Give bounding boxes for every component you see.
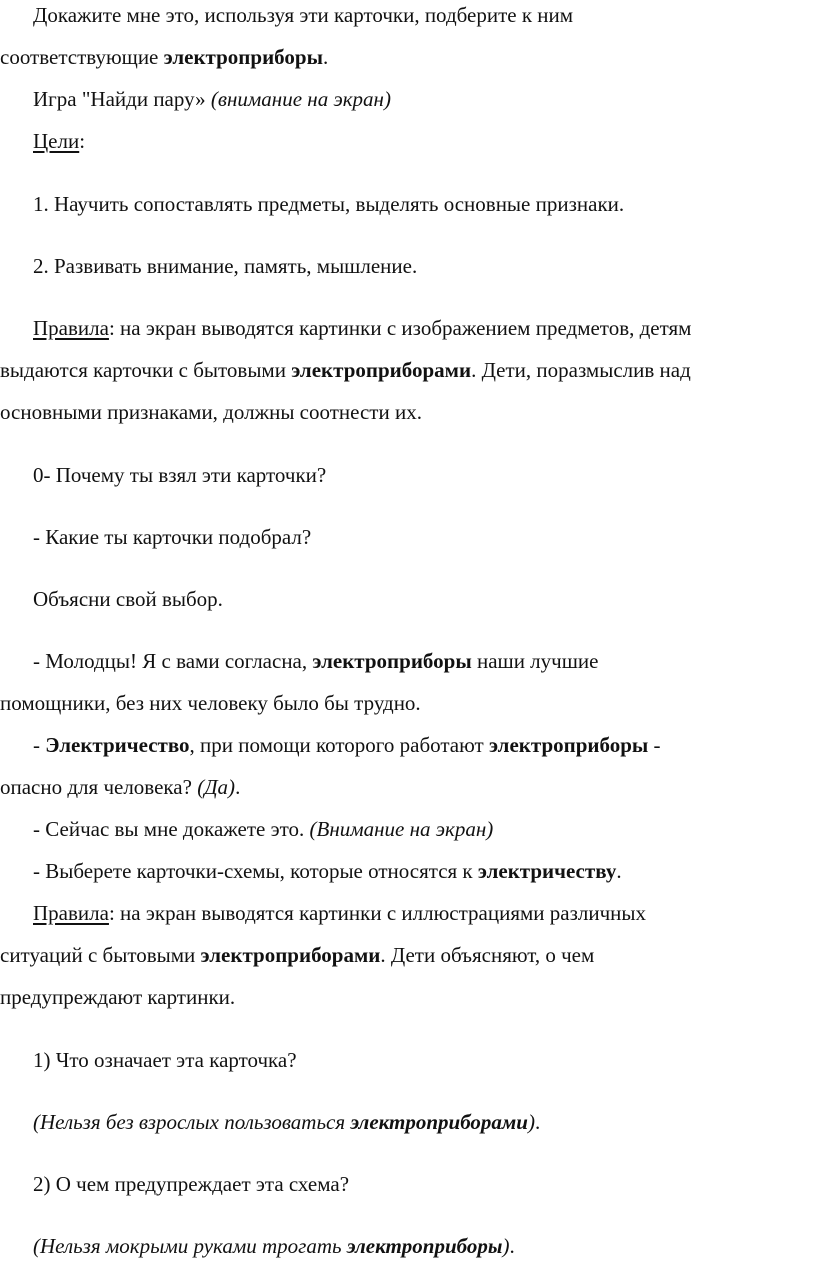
answer-line [33,1236,515,1257]
bold-term: электроприборами [200,943,381,967]
italic-note: (Внимание на экран) [309,817,494,841]
paragraph-line [33,819,493,840]
text: ситуаций с бытовыми [0,943,201,967]
paragraph-line [33,651,598,672]
text: - Сейчас вы мне докажете это. [33,817,310,841]
italic-note: (внимание на экран) [210,87,391,111]
paragraph-line [33,735,661,756]
bold-term: электроприборы [488,733,649,757]
paragraph-line [33,589,223,610]
text: . [509,1234,515,1258]
italic-note: ) [527,1110,535,1134]
text: 1) Что означает эта карточка? [33,1048,297,1072]
bold-term: электроприборы [163,45,323,69]
text: : на экран выводятся картинки с изображением предметов, детям [108,316,692,340]
text: . [534,1110,541,1134]
text: : [79,129,86,153]
bold-term: электроприборы [312,649,472,673]
text: . Дети, поразмыслив над [471,358,691,382]
text: : на экран выводятся картинки с иллюстрациями различных [108,901,647,925]
italic-note: (Нельзя без взрослых пользоваться [33,1110,351,1134]
text: , при помощи которого работают [189,733,489,757]
bold-term: Электричество [45,733,190,757]
text: 2. Развивать внимание, память, мышление. [33,254,418,278]
paragraph-line [0,945,594,966]
text: 0- Почему ты взял эти карточки? [33,463,327,487]
answer-line [33,1112,540,1133]
text: . Дети объясняют, о чем [380,943,595,967]
text: предупреждают картинки. [0,985,236,1009]
bold-term: электричеству [477,859,617,883]
paragraph-line [0,987,235,1008]
text: - Выберете карточки-схемы, которые относятся к [33,859,478,883]
question-line [33,465,326,486]
text: Объясни свой выбор. [33,587,223,611]
italic-note: (Да) [197,775,236,799]
text: Игра "Найди пару» [33,87,211,111]
list-item [33,256,417,277]
text: - Молодцы! Я с вами согласна, [33,649,313,673]
text: . [235,775,241,799]
section-heading [33,131,85,152]
text: опасно для человека? [0,775,198,799]
paragraph-line [33,861,622,882]
text: - [33,733,46,757]
question-line [33,1050,297,1071]
bold-term: электроприборами [291,358,472,382]
underlined-heading: Правила [33,901,109,925]
bold-italic-term: электроприборами [350,1110,528,1134]
bold-italic-term: электроприборы [346,1234,503,1258]
text: помощники, без них человеку было бы трудно. [0,691,421,715]
paragraph-line [0,693,421,714]
italic-note: (Нельзя мокрыми руками трогать [33,1234,347,1258]
paragraph-line [33,318,691,339]
text: соответствующие [0,45,164,69]
text: основными признаками, должны соотнести их. [0,400,422,424]
text: 2) О чем предупреждает эта схема? [33,1172,350,1196]
italic-note: ) [502,1234,510,1258]
text: . [616,859,622,883]
paragraph-line [0,402,422,423]
paragraph-line [0,360,691,381]
text: - Какие ты карточки подобрал? [33,525,312,549]
underlined-heading: Правила [33,316,109,340]
paragraph-line [33,903,646,924]
question-line [33,527,311,548]
text: выдаются карточки с бытовыми [0,358,292,382]
paragraph-line [33,5,573,26]
text: - [648,733,661,757]
text: 1. Научить сопоставлять предметы, выделять основные признаки. [33,192,625,216]
text: наши лучшие [471,649,599,673]
text: . [322,45,329,69]
list-item [33,194,624,215]
paragraph-line [0,777,240,798]
paragraph-line [33,89,391,110]
underlined-heading: Цели [33,129,80,153]
text: Докажите мне это, используя эти карточки, подберите к ним [33,3,574,27]
paragraph-line [0,47,328,68]
question-line [33,1174,349,1195]
